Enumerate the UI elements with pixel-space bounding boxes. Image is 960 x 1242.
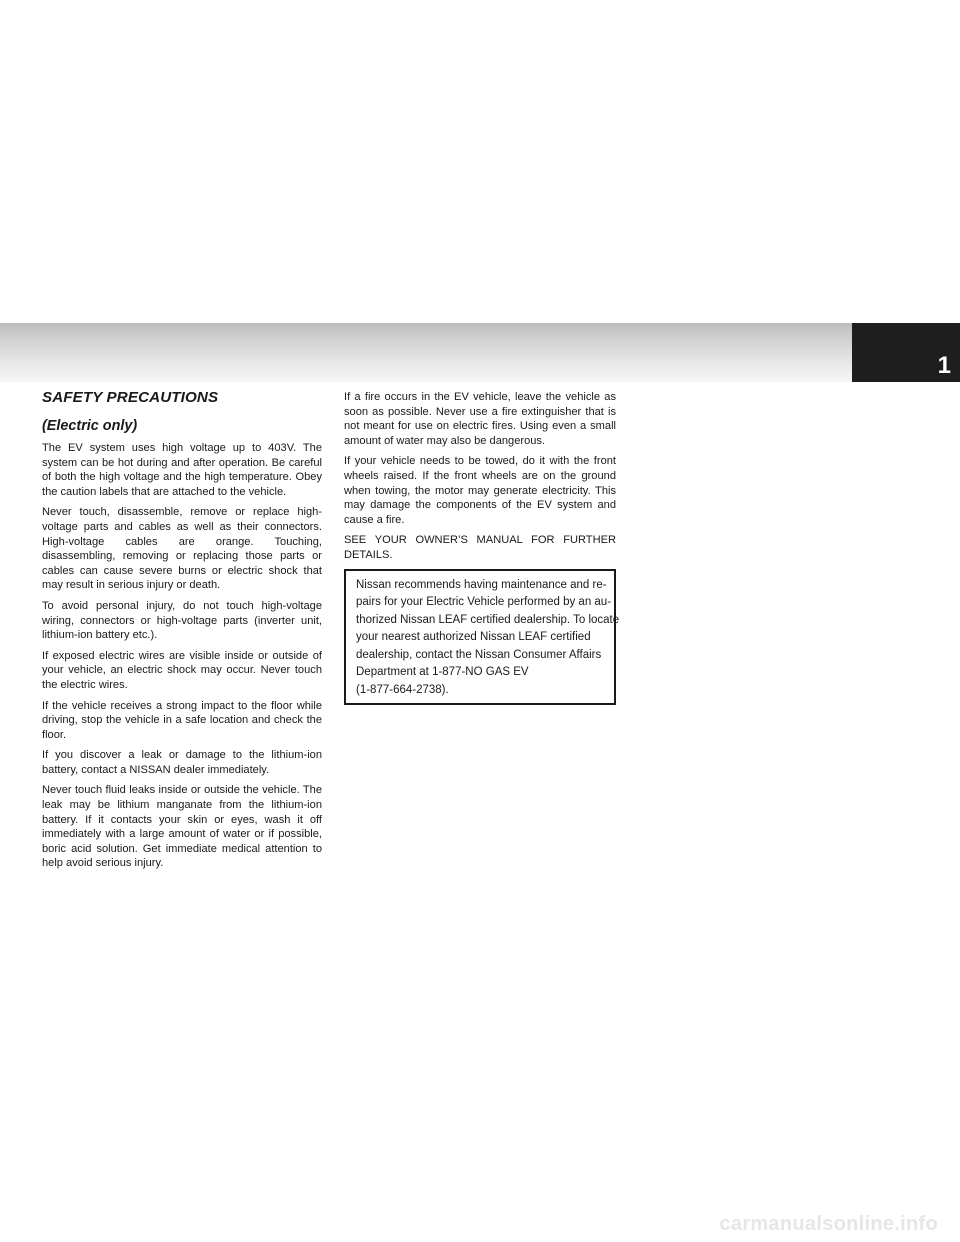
- section-subtitle: (Electric only): [42, 418, 138, 434]
- paragraph: The EV system uses high voltage up to 403V. The system can be hot during and after operation. Be careful of both the high voltage and the high temperature. Obey the caution labels that are attached to the vehicle.: [42, 442, 322, 498]
- paragraph: To avoid personal injury, do not touch high-voltage wiring, connectors or high-voltage parts (inverter unit, lithium-ion battery etc.).: [42, 599, 322, 642]
- note-line: thorized Nissan LEAF certified dealership. To locate: [356, 613, 620, 626]
- note-line: Department at 1-877-NO GAS EV: [356, 666, 529, 679]
- watermark: carmanualsonline.info: [719, 1213, 938, 1235]
- paragraph: SEE YOUR OWNER’S MANUAL FOR FURTHER DETAILS.: [344, 534, 616, 561]
- paragraph: Never touch, disassemble, remove or replace high-voltage parts and cables as well as their connectors. High-voltage cables are orange. Touching, disassembling, removing or replacing those parts or cables can cause severe burns or electric shock that may result in serious injury or death.: [42, 506, 322, 592]
- note-line: Nissan recommends having maintenance and re-: [356, 578, 607, 591]
- paragraph: If exposed electric wires are visible inside or outside of your vehicle, an electric shock may occur. Never touch the electric wires.: [42, 649, 322, 691]
- chapter-number-tab: [852, 323, 960, 382]
- dealership-note-box: [344, 569, 620, 706]
- paragraph: If your vehicle needs to be towed, do it with the front wheels raised. If the front wheels are on the ground when towing, the motor may generate electricity. This may damage the components of the EV system and cause a fire.: [344, 455, 616, 526]
- note-line: your nearest authorized Nissan LEAF certified: [356, 631, 591, 644]
- paragraph: If you discover a leak or damage to the lithium-ion battery, contact a NISSAN dealer immediately.: [42, 749, 322, 776]
- section-title: SAFETY PRECAUTIONS: [42, 389, 219, 406]
- left-column: [42, 388, 322, 877]
- chapter-number: 1: [937, 352, 951, 379]
- right-column: [344, 388, 620, 705]
- paragraph: Never touch fluid leaks inside or outside the vehicle. The leak may be lithium manganate from the lithium-ion battery. If it contacts your skin or eyes, wash it off immediately with a large amount of water or if possible, boric acid solution. Get immediate medical attention to help avoid serious injury.: [42, 784, 322, 870]
- note-line: pairs for your Electric Vehicle performed by an au-: [356, 596, 612, 609]
- paragraph: If the vehicle receives a strong impact to the floor while driving, stop the vehicle in a safe location and check the floor.: [42, 699, 322, 741]
- note-line: (1-877-664-2738).: [356, 683, 449, 696]
- note-line: dealership, contact the Nissan Consumer Affairs: [356, 648, 602, 661]
- chapter-header-band: [0, 323, 852, 382]
- paragraph: If a fire occurs in the EV vehicle, leave the vehicle as soon as possible. Never use a fire extinguisher that is not meant for use on electric fires. Using even a small amount of water may also be dangerous.: [344, 391, 616, 447]
